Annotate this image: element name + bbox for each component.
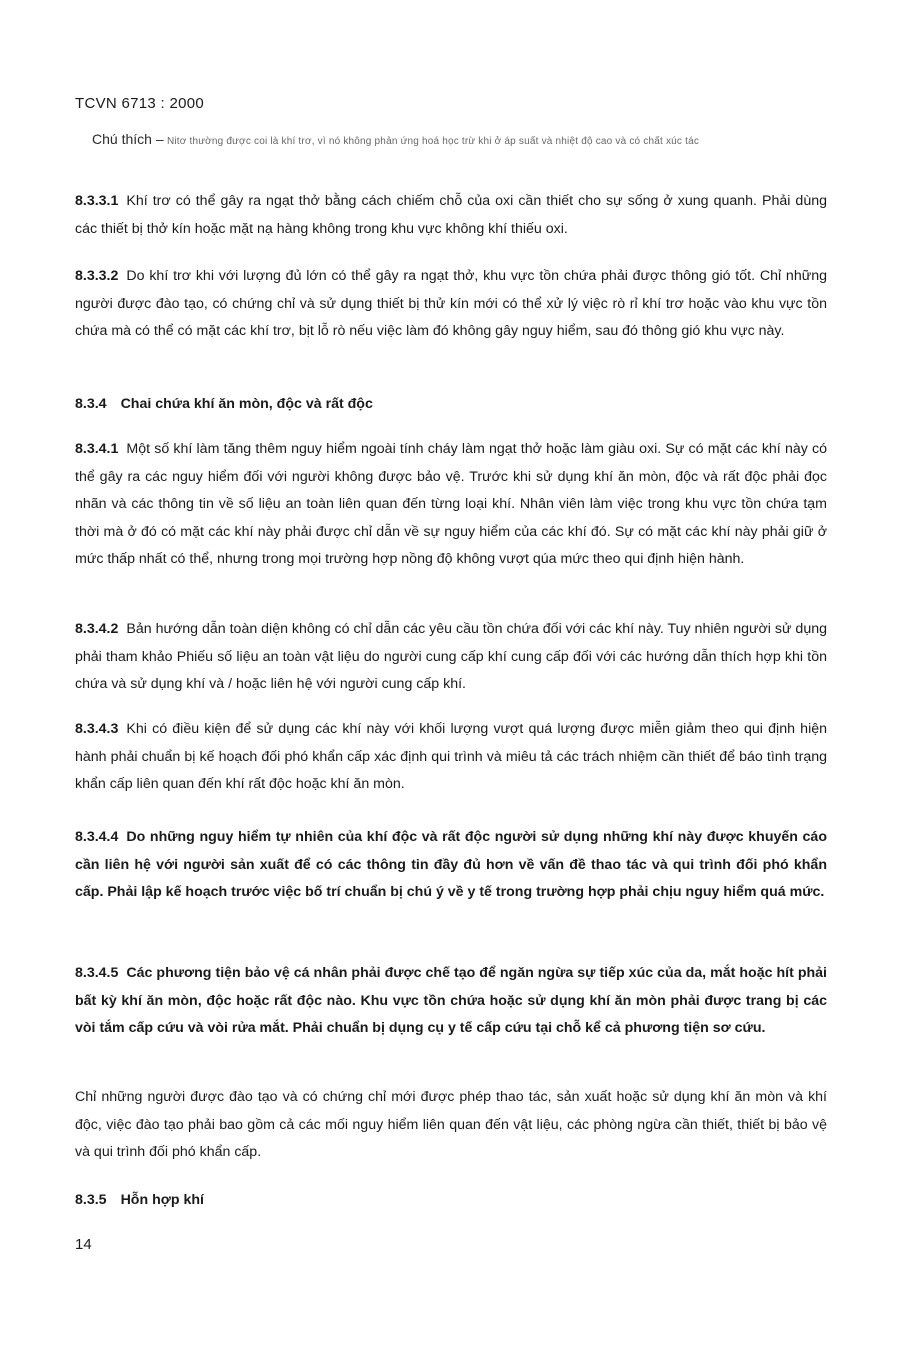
note bbox=[92, 126, 832, 155]
paragraph-text: Chỉ những người được đào tạo và có chứng chỉ mới được phép thao tác, sản xuất hoặc sử dụng khí ăn mòn và khí độc, việc đào tạo phải bao gồm cả các mối nguy hiểm liên quan đến vật liệu, các phòng ngừa cần thiết, thiết bị bảo vệ và qui trình đối phó khẩn cấp. bbox=[75, 1089, 827, 1160]
section-8-3-4-2 bbox=[75, 616, 827, 699]
section-8-3-4-3 bbox=[75, 716, 827, 799]
page-number: 14 bbox=[75, 1236, 92, 1253]
section-text: Khi có điều kiện để sử dụng các khí này với khối lượng vượt quá lượng được miễn giảm theo qui định hiện hành phải chuẩn bị kế hoạch đối phó khẩn cấp xác định qui trình và miêu tả các trách nhiệm cần thiết để báo tình trạng khẩn cấp liên quan đến khí rất độc hoặc khí ăn mòn. bbox=[75, 721, 827, 792]
section-text: Bản hướng dẫn toàn diện không có chỉ dẫn các yêu cầu tồn chứa đối với các khí này. Tuy nhiên người sử dụng phải tham khảo Phiếu số liệu an toàn vật liệu do người cung cấp khí cung cấp đối với các hướng dẫn thích hợp khi tồn chứa và sử dụng khí và / hoặc liên hệ với người cung cấp khí. bbox=[75, 621, 827, 692]
section-8-3-3-2 bbox=[75, 263, 827, 346]
section-title: Hỗn hợp khí bbox=[120, 1192, 204, 1208]
section-text: Do khí trơ khi với lượng đủ lớn có thể gây ra ngạt thở, khu vực tồn chứa phải được thông gió tốt. Chỉ những người được đào tạo, có chứng chỉ và sử dụng thiết bị thử kín mới có thể xử lý việc rò rỉ khí trơ hoặc vào khu vực tồn chứa mà có thể có mặt các khí trơ, bịt lỗ rò nếu việc làm đó không gây nguy hiểm, sau đó thông gió khu vực này. bbox=[75, 268, 827, 339]
section-text: Do những nguy hiểm tự nhiên của khí độc và rất độc người sử dụng những khí này được khuyến cáo cần liên hệ với người sản xuất để có các thông tin đầy đủ hơn về vấn đề thao tác và qui trình đối phó khẩn cấp. Phải lập kế hoạch trước việc bố trí chuẩn bị chú ý về y tế trong trường hợp phải chịu nguy hiểm quá mức. bbox=[75, 829, 827, 900]
section-heading-8-3-5 bbox=[75, 1192, 204, 1208]
section-number: 8.3.4.2 bbox=[75, 621, 119, 637]
note-label: Chú thích – bbox=[92, 131, 164, 147]
section-number: 8.3.4.3 bbox=[75, 721, 119, 737]
section-number: 8.3.4.5 bbox=[75, 965, 119, 981]
section-heading-8-3-4 bbox=[75, 396, 373, 412]
paragraph-training bbox=[75, 1084, 827, 1167]
section-number: 8.3.3.1 bbox=[75, 193, 119, 209]
section-text: Các phương tiện bảo vệ cá nhân phải được chế tạo để ngăn ngừa sự tiếp xúc của da, mắt hoặc hít phải bất kỳ khí ăn mòn, độc hoặc rất độc nào. Khu vực tồn chứa hoặc sử dụng khí ăn mòn phải được trang bị các vòi tắm cấp cứu và vòi rửa mắt. Phải chuẩn bị dụng cụ y tế cấp cứu tại chỗ kể cả phương tiện sơ cứu. bbox=[75, 965, 827, 1036]
section-8-3-4-4 bbox=[75, 824, 827, 907]
document-header: TCVN 6713 : 2000 bbox=[75, 95, 205, 112]
section-number: 8.3.4.4 bbox=[75, 829, 119, 845]
section-8-3-4-1 bbox=[75, 436, 827, 574]
section-title: Chai chứa khí ăn mòn, độc và rất độc bbox=[120, 396, 373, 412]
section-8-3-3-1 bbox=[75, 188, 827, 243]
section-number: 8.3.3.2 bbox=[75, 268, 119, 284]
section-number: 8.3.4.1 bbox=[75, 441, 119, 457]
section-text: Một số khí làm tăng thêm nguy hiểm ngoài tính cháy làm ngạt thở hoặc làm giàu oxi. Sự có mặt các khí này có thể gây ra các nguy hiểm đối với người không được bảo vệ. Trước khi sử dụng khí ăn mòn, độc và rất độc phải đọc nhãn và các thông tin về số liệu an toàn liên quan đến từng loại khí. Nhân viên làm việc trong khu vực tồn chứa tạm thời mà ở đó có mặt các khí này phải được chỉ dẫn về sự nguy hiểm của các khí đó. Sự có mặt các khí này phải giữ ở mức thấp nhất có thể, nhưng trong mọi trường hợp nồng độ không vượt qúa mức theo qui định hiện hành. bbox=[75, 441, 827, 567]
section-8-3-4-5 bbox=[75, 960, 827, 1043]
section-number: 8.3.5 bbox=[75, 1192, 107, 1208]
note-text: Nitơ thường được coi là khí trơ, vì nó không phản ứng hoá học trừ khi ở áp suất và nhiệt độ cao và có chất xúc tác bbox=[166, 136, 700, 147]
section-number: 8.3.4 bbox=[75, 396, 107, 412]
section-text: Khí trơ có thể gây ra ngạt thở bằng cách chiếm chỗ của oxi cần thiết cho sự sống ở xung quanh. Phải dùng các thiết bị thở kín hoặc mặt nạ hàng không trong khu vực không khí thiếu oxi. bbox=[75, 193, 827, 237]
